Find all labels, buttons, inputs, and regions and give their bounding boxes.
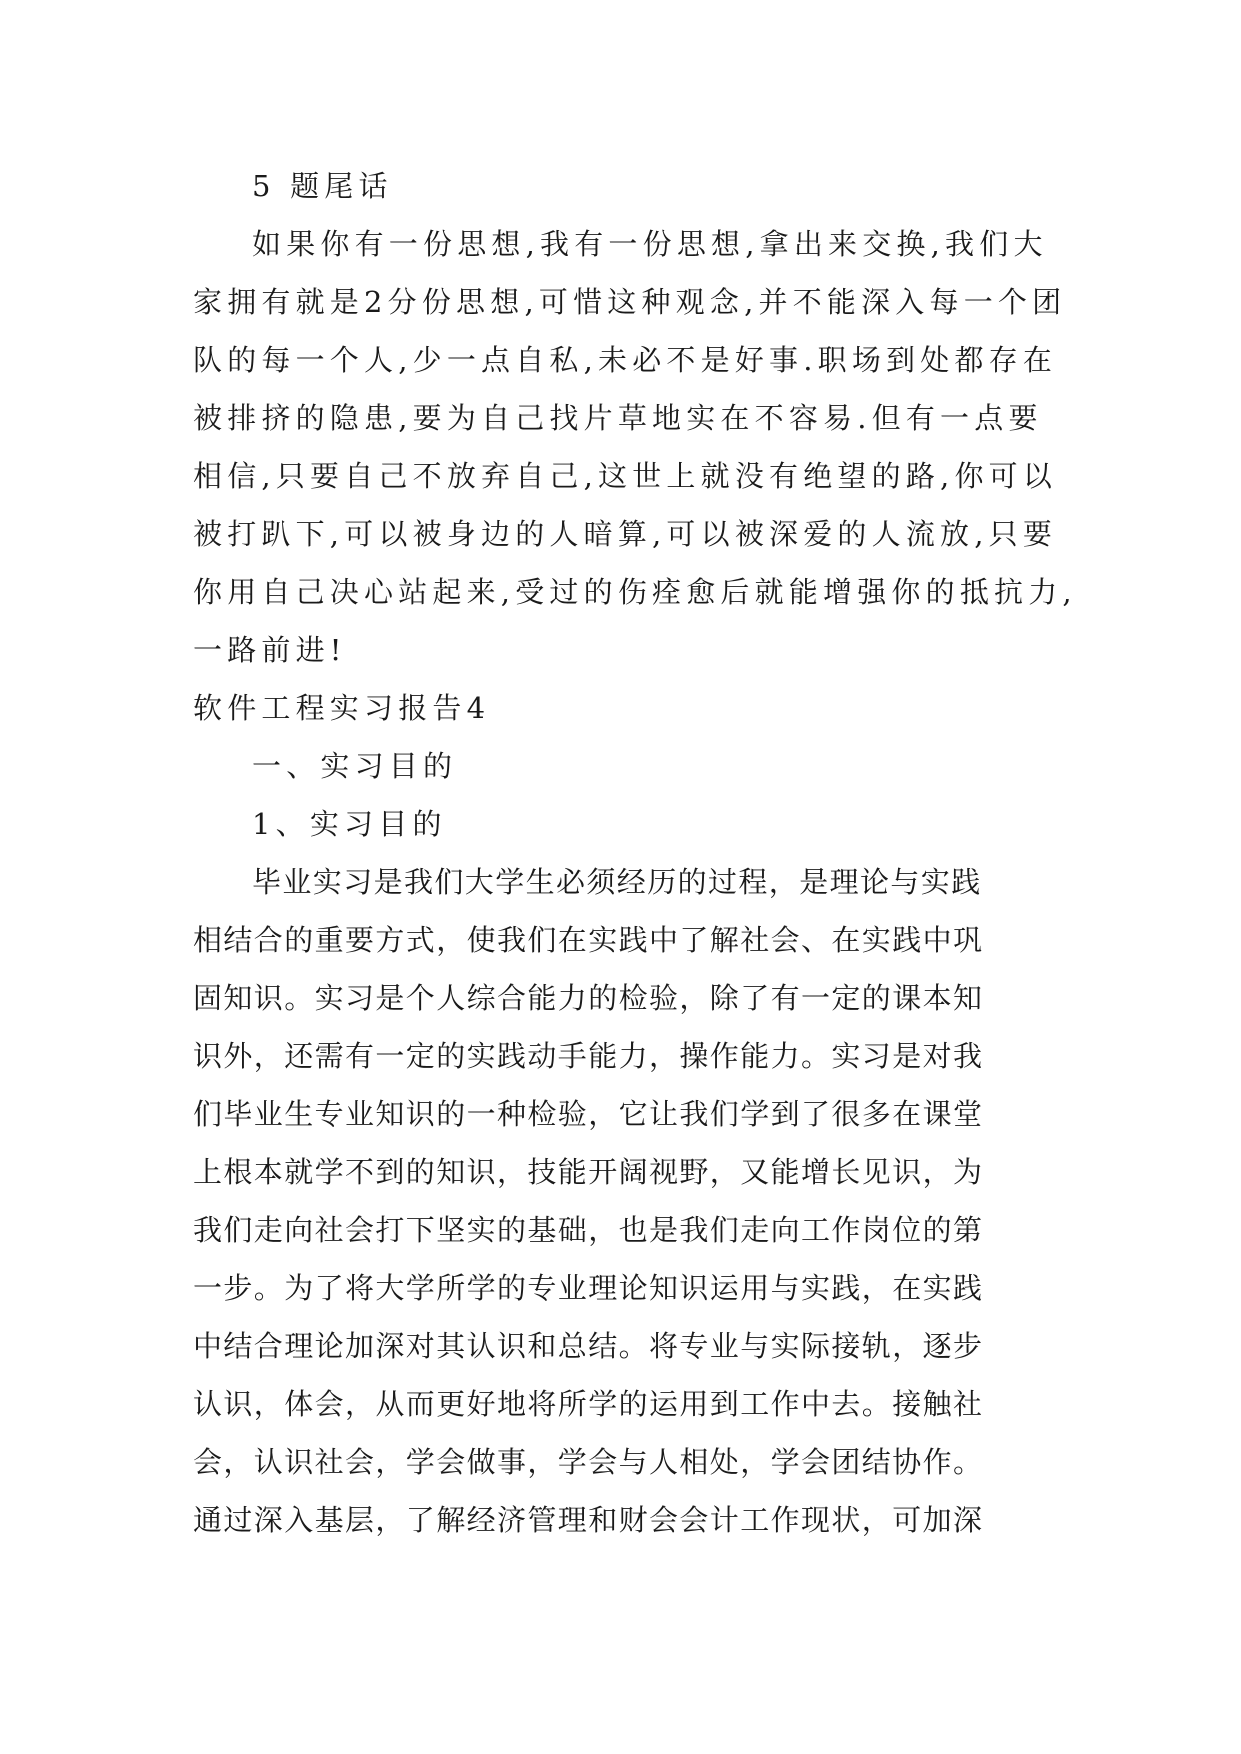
paragraph-line: 上根本就学不到的知识，技能开阔视野，又能增长见识，为 (193, 1155, 984, 1189)
subsection-heading: 1、实习目的 (252, 807, 447, 841)
paragraph-line: 被打趴下,可以被身边的人暗算,可以被深爱的人流放,只要 (193, 517, 1058, 551)
paragraph-line: 认识，体会，从而更好地将所学的运用到工作中去。接触社 (193, 1387, 984, 1421)
paragraph-line: 你用自己决心站起来,受过的伤痊愈后就能增强你的抵抗力, (193, 575, 1077, 609)
paragraph-line: 固知识。实习是个人综合能力的检验，除了有一定的课本知 (193, 981, 984, 1015)
paragraph-line: 相信,只要自己不放弃自己,这世上就没有绝望的路,你可以 (193, 459, 1058, 493)
paragraph-line: 如果你有一份思想,我有一份思想,拿出来交换,我们大 (252, 227, 1048, 261)
paragraph-line: 毕业实习是我们大学生必须经历的过程，是理论与实践 (252, 865, 982, 899)
paragraph-line: 识外，还需有一定的实践动手能力，操作能力。实习是对我 (193, 1039, 984, 1073)
paragraph-line: 家拥有就是2分份思想,可惜这种观念,并不能深入每一个团 (193, 285, 1067, 319)
paragraph-line: 会，认识社会，学会做事，学会与人相处，学会团结协作。 (193, 1445, 984, 1479)
section-heading: 一、实习目的 (252, 749, 458, 783)
paragraph-line: 中结合理论加深对其认识和总结。将专业与实际接轨，逐步 (193, 1329, 984, 1363)
paragraph-line: 相结合的重要方式，使我们在实践中了解社会、在实践中巩 (193, 923, 984, 957)
paragraph-line: 一步。为了将大学所学的专业理论知识运用与实践，在实践 (193, 1271, 984, 1305)
paragraph-line: 通过深入基层，了解经济管理和财会会计工作现状，可加深 (193, 1503, 984, 1537)
paragraph-line: 队的每一个人,少一点自私,未必不是好事.职场到处都存在 (193, 343, 1058, 377)
paragraph-line: 一路前进! (193, 633, 347, 667)
paragraph-line: 我们走向社会打下坚实的基础，也是我们走向工作岗位的第 (193, 1213, 984, 1247)
paragraph-line: 们毕业生专业知识的一种检验，它让我们学到了很多在课堂 (193, 1097, 984, 1131)
paragraph-line: 被排挤的隐患,要为自己找片草地实在不容易.但有一点要 (193, 401, 1043, 435)
report-title: 软件工程实习报告4 (193, 691, 491, 725)
section-heading-closing-words: 5 题尾话 (252, 169, 393, 203)
